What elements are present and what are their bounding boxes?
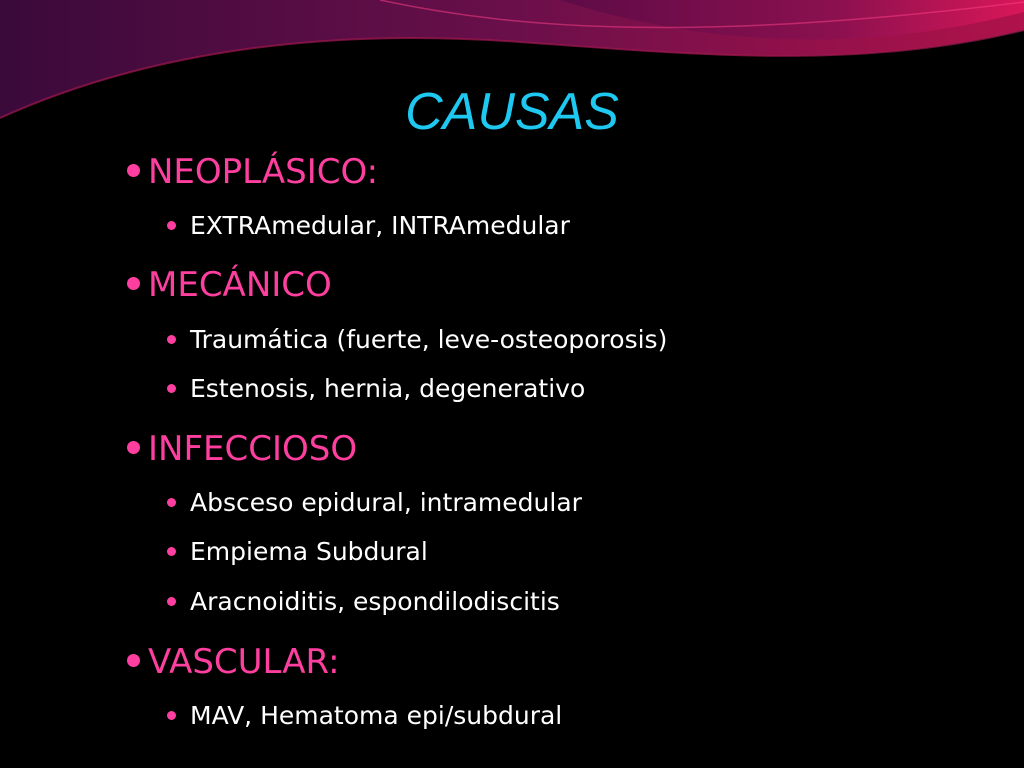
sub-bullet-icon xyxy=(167,547,176,556)
bullet-label: MECÁNICO xyxy=(148,265,332,305)
sub-bullet-icon xyxy=(167,597,176,606)
bullet-icon xyxy=(127,164,140,177)
sub-bullet xyxy=(167,700,562,732)
bullet-neoplasico xyxy=(127,152,378,192)
bullet-vascular xyxy=(127,642,340,682)
bullet-icon xyxy=(127,654,140,667)
sub-bullet xyxy=(167,536,428,568)
bullet-icon xyxy=(127,277,140,290)
sub-bullet-icon xyxy=(167,335,176,344)
sub-bullet xyxy=(167,324,667,356)
bullet-mecanico xyxy=(127,265,332,305)
sub-bullet-text: Traumática (fuerte, leve-osteoporosis) xyxy=(190,325,668,354)
sub-bullet-icon xyxy=(167,711,176,720)
bullet-label: NEOPLÁSICO: xyxy=(148,152,379,192)
sub-bullet-icon xyxy=(167,384,176,393)
slide-title: CAUSAS xyxy=(405,83,619,141)
bullet-icon xyxy=(127,441,140,454)
sub-bullet-text: Estenosis, hernia, degenerativo xyxy=(190,374,586,403)
bullet-label: INFECCIOSO xyxy=(148,429,358,469)
sub-bullet-icon xyxy=(167,498,176,507)
sub-bullet xyxy=(167,210,570,242)
sub-bullet-text: Empiema Subdural xyxy=(190,537,428,566)
sub-bullet-text: MAV, Hematoma epi/subdural xyxy=(190,701,563,730)
sub-bullet-text: Absceso epidural, intramedular xyxy=(190,488,582,517)
bullet-label: VASCULAR: xyxy=(148,642,340,682)
sub-bullet-text: Aracnoiditis, espondilodiscitis xyxy=(190,587,560,616)
sub-bullet-icon xyxy=(167,221,176,230)
sub-bullet-text: EXTRAmedular, INTRAmedular xyxy=(190,211,570,240)
sub-bullet xyxy=(167,586,560,618)
sub-bullet xyxy=(167,487,582,519)
bullet-infeccioso xyxy=(127,429,357,469)
sub-bullet xyxy=(167,373,585,405)
